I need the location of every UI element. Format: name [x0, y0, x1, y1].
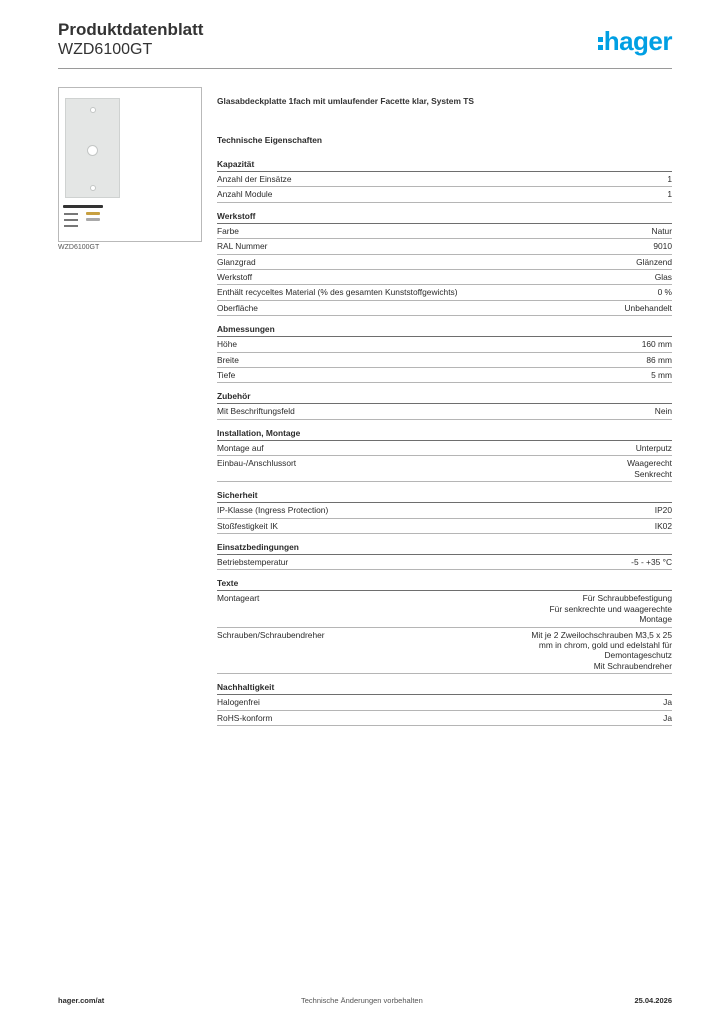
document-title: Produktdatenblatt	[58, 20, 204, 39]
property-section	[217, 542, 672, 570]
section-title: Texte	[217, 578, 672, 591]
properties-sections	[217, 159, 672, 726]
property-value: 9010	[653, 241, 672, 252]
property-label: Schrauben/Schraubendreher	[217, 629, 325, 640]
property-row	[217, 368, 672, 383]
logo-text: hager	[603, 26, 672, 56]
header-divider	[58, 68, 672, 69]
property-label: IP-Klasse (Ingress Protection)	[217, 505, 329, 516]
property-section	[217, 391, 672, 419]
logo-dots-icon	[598, 34, 603, 53]
footer-website: hager.com/at	[58, 996, 105, 1005]
property-section	[217, 159, 672, 203]
property-section	[217, 682, 672, 726]
property-row	[217, 555, 672, 570]
property-row	[217, 239, 672, 254]
property-value: 86 mm	[646, 354, 672, 365]
property-label: Montage auf	[217, 442, 264, 453]
plate-screw-bottom-icon	[90, 185, 96, 191]
property-label: RAL Nummer	[217, 241, 268, 252]
property-value: Glas	[654, 272, 672, 283]
property-row	[217, 441, 672, 456]
property-row	[217, 255, 672, 270]
property-label: Breite	[217, 354, 239, 365]
property-row	[217, 270, 672, 285]
section-title: Einsatzbedingungen	[217, 542, 672, 555]
property-value: 0 %	[657, 287, 672, 298]
technical-properties-title: Technische Eigenschaften	[217, 135, 323, 145]
datasheet-main	[217, 96, 672, 734]
property-row	[217, 695, 672, 710]
property-label: Farbe	[217, 225, 239, 236]
property-section	[217, 490, 672, 534]
section-title: Kapazität	[217, 159, 672, 172]
accessory-line-icon	[64, 219, 78, 221]
property-row	[217, 285, 672, 300]
property-row	[217, 353, 672, 368]
property-value: Ja	[663, 697, 672, 708]
property-value: Natur	[651, 225, 672, 236]
property-label: Höhe	[217, 339, 238, 350]
plate-center-hole-icon	[87, 145, 98, 156]
property-label: Stoßfestigkeit IK	[217, 520, 278, 531]
section-title: Werkstoff	[217, 211, 672, 224]
property-section	[217, 211, 672, 316]
property-row	[217, 337, 672, 352]
property-value: 1	[667, 189, 672, 200]
property-value: Waagerecht Senkrecht	[627, 458, 672, 479]
product-image-frame	[58, 87, 202, 242]
property-value: 1	[667, 174, 672, 184]
property-value: Glänzend	[636, 256, 672, 267]
footer-notice: Technische Änderungen vorbehalten	[301, 996, 423, 1005]
property-value: 160 mm	[641, 339, 672, 350]
accessory-line-icon	[64, 225, 78, 227]
property-label: Montageart	[217, 593, 260, 604]
property-row	[217, 224, 672, 239]
property-value: 5 mm	[651, 370, 672, 381]
section-title: Sicherheit	[217, 490, 672, 503]
property-row	[217, 187, 672, 202]
glass-plate-image	[65, 98, 120, 198]
property-value: Unbehandelt	[624, 302, 672, 313]
property-row	[217, 503, 672, 518]
hager-logo	[598, 26, 672, 57]
property-value: IK02	[654, 520, 672, 531]
section-title: Abmessungen	[217, 324, 672, 337]
document-header	[58, 20, 203, 60]
property-value: Unterputz	[635, 442, 672, 453]
property-label: Anzahl der Einsätze	[217, 174, 292, 184]
property-section	[217, 324, 672, 383]
property-label: Glanzgrad	[217, 256, 256, 267]
product-name: Glasabdeckplatte 1fach mit umlaufender Facette klar, System TS	[217, 96, 474, 106]
section-title: Zubehör	[217, 391, 672, 404]
property-label: Anzahl Module	[217, 189, 273, 200]
property-row	[217, 628, 672, 675]
section-title: Installation, Montage	[217, 428, 672, 441]
gold-screw-icon	[86, 212, 100, 215]
accessory-line-icon	[64, 213, 78, 215]
property-section	[217, 428, 672, 482]
property-label: Tiefe	[217, 370, 236, 381]
property-value: Mit je 2 Zweilochschrauben M3,5 x 25 mm in chrom, gold und edelstahl für Demontageschutz Mit Schraubendreher	[531, 629, 672, 671]
property-label: Halogenfrei	[217, 697, 260, 708]
property-label: Enthält recyceltes Material (% des gesamten Kunststoffgewichts)	[217, 287, 458, 298]
article-number: WZD6100GT	[58, 41, 153, 58]
property-row	[217, 456, 672, 482]
property-value: Nein	[654, 406, 672, 417]
property-value: IP20	[654, 505, 672, 516]
footer-date: 25.04.2026	[634, 996, 672, 1005]
property-value: Ja	[663, 712, 672, 723]
chrome-screw-icon	[86, 218, 100, 221]
property-section	[217, 578, 672, 674]
property-row	[217, 519, 672, 534]
plate-screw-top-icon	[90, 107, 96, 113]
property-value: Für Schraubbefestigung Für senkrechte und waagerechte Montage	[549, 593, 672, 625]
property-label: Werkstoff	[217, 272, 253, 283]
property-label: RoHS-konform	[217, 712, 273, 723]
property-label: Einbau-/Anschlussort	[217, 458, 297, 469]
property-label: Mit Beschriftungsfeld	[217, 406, 295, 417]
property-row	[217, 711, 672, 726]
property-label: Oberfläche	[217, 302, 258, 313]
property-row	[217, 301, 672, 316]
property-row	[217, 591, 672, 627]
property-label: Betriebstemperatur	[217, 556, 289, 567]
screwdriver-icon	[63, 205, 103, 208]
property-row	[217, 404, 672, 419]
image-caption: WZD6100GT	[58, 244, 100, 251]
property-value: -5 - +35 °C	[631, 556, 672, 567]
section-title: Nachhaltigkeit	[217, 682, 672, 695]
property-row	[217, 172, 672, 187]
